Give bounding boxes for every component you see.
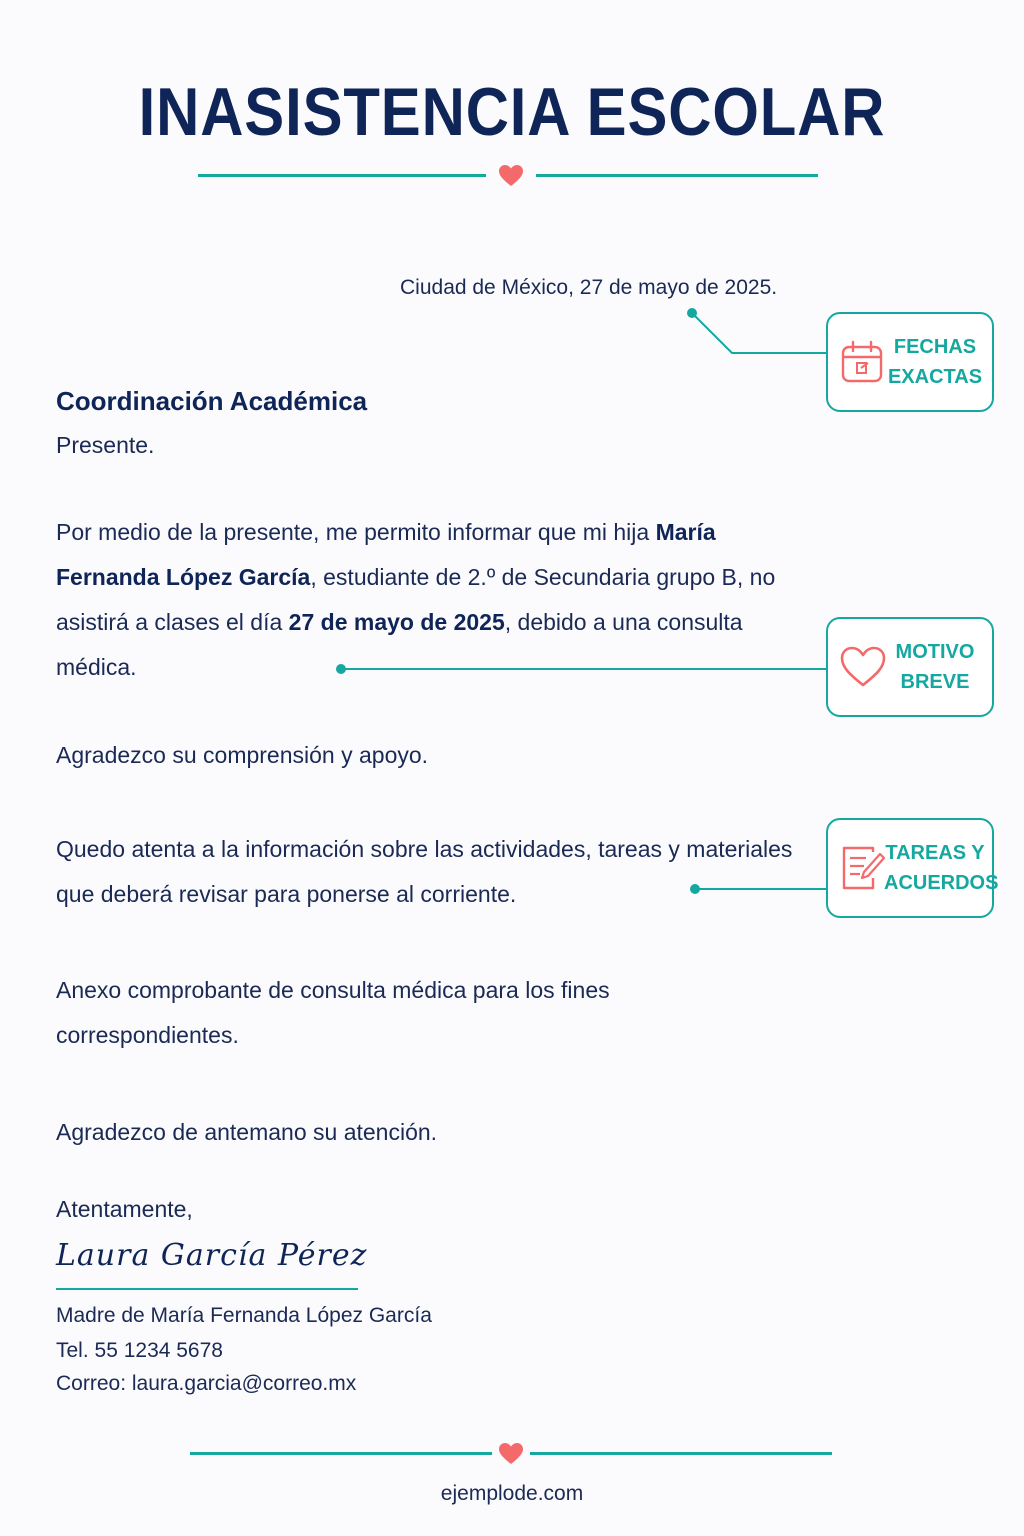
connector-reason [344, 668, 826, 670]
signer-role: Madre de María Fernanda López García [56, 1304, 432, 1327]
checklist-pencil-icon [840, 844, 886, 892]
callout-tasks-line1: TAREAS Y [885, 842, 985, 864]
connector-dates [680, 300, 830, 360]
footer-divider-right [530, 1452, 832, 1455]
signature: Laura García Pérez [56, 1238, 368, 1273]
callout-exact-dates [826, 312, 994, 412]
callout-tasks-agreements-label [884, 838, 999, 898]
callout-tasks-agreements [826, 818, 999, 918]
para1-text-3: , debido a una consulta médica. [56, 609, 743, 680]
paragraph-absence-notice [56, 510, 796, 690]
callout-brief-reason-label [884, 637, 986, 697]
signer-phone: Tel. 55 1234 5678 [56, 1339, 223, 1362]
callout-tasks-line2: ACUERDOS [884, 872, 999, 894]
heart-icon [498, 164, 524, 188]
heart-icon [498, 1442, 524, 1466]
calendar-icon [840, 338, 886, 386]
para1-text-1: Por medio de la presente, me permito informar que mi hija [56, 519, 656, 545]
callout-exact-dates-line1: FECHAS [893, 336, 977, 358]
letter-date: Ciudad de México, 27 de mayo de 2025. [400, 276, 778, 299]
connector-tasks [698, 888, 826, 890]
paragraph-final-thanks: Agradezco de antemano su atención. [56, 1119, 438, 1145]
paragraph-homework-request: Quedo atenta a la información sobre las actividades, tareas y materiales que deberá revisar para ponerse al corriente. [56, 836, 793, 907]
callout-brief-reason-line1: MOTIVO [895, 641, 975, 663]
footer-site: ejemplode.com [440, 1482, 584, 1505]
recipient: Coordinación Académica [56, 386, 368, 416]
absence-date: 27 de mayo de 2025 [288, 609, 505, 635]
page-title: INASISTENCIA ESCOLAR [138, 74, 886, 150]
heart-icon [840, 643, 886, 691]
title-divider-right [536, 174, 818, 177]
callout-exact-dates-label [884, 332, 986, 392]
callout-brief-reason [826, 617, 994, 717]
title-divider-left [198, 174, 486, 177]
greeting: Presente. [56, 432, 155, 458]
signer-email: Correo: laura.garcia@correo.mx [56, 1372, 357, 1395]
callout-brief-reason-line2: BREVE [900, 671, 970, 693]
closing: Atentamente, [56, 1196, 193, 1222]
para1-text-2: , estudiante de 2.º de Secundaria grupo B, no asistirá a clases el día [56, 564, 776, 635]
signature-line [56, 1288, 358, 1290]
footer-divider-left [190, 1452, 492, 1455]
paragraph-thanks: Agradezco su comprensión y apoyo. [56, 742, 429, 768]
callout-exact-dates-line2: EXACTAS [887, 366, 983, 388]
student-name: María Fernanda López García [56, 519, 716, 590]
paragraph-attachment: Anexo comprobante de consulta médica para los fines correspondientes. [56, 977, 610, 1048]
